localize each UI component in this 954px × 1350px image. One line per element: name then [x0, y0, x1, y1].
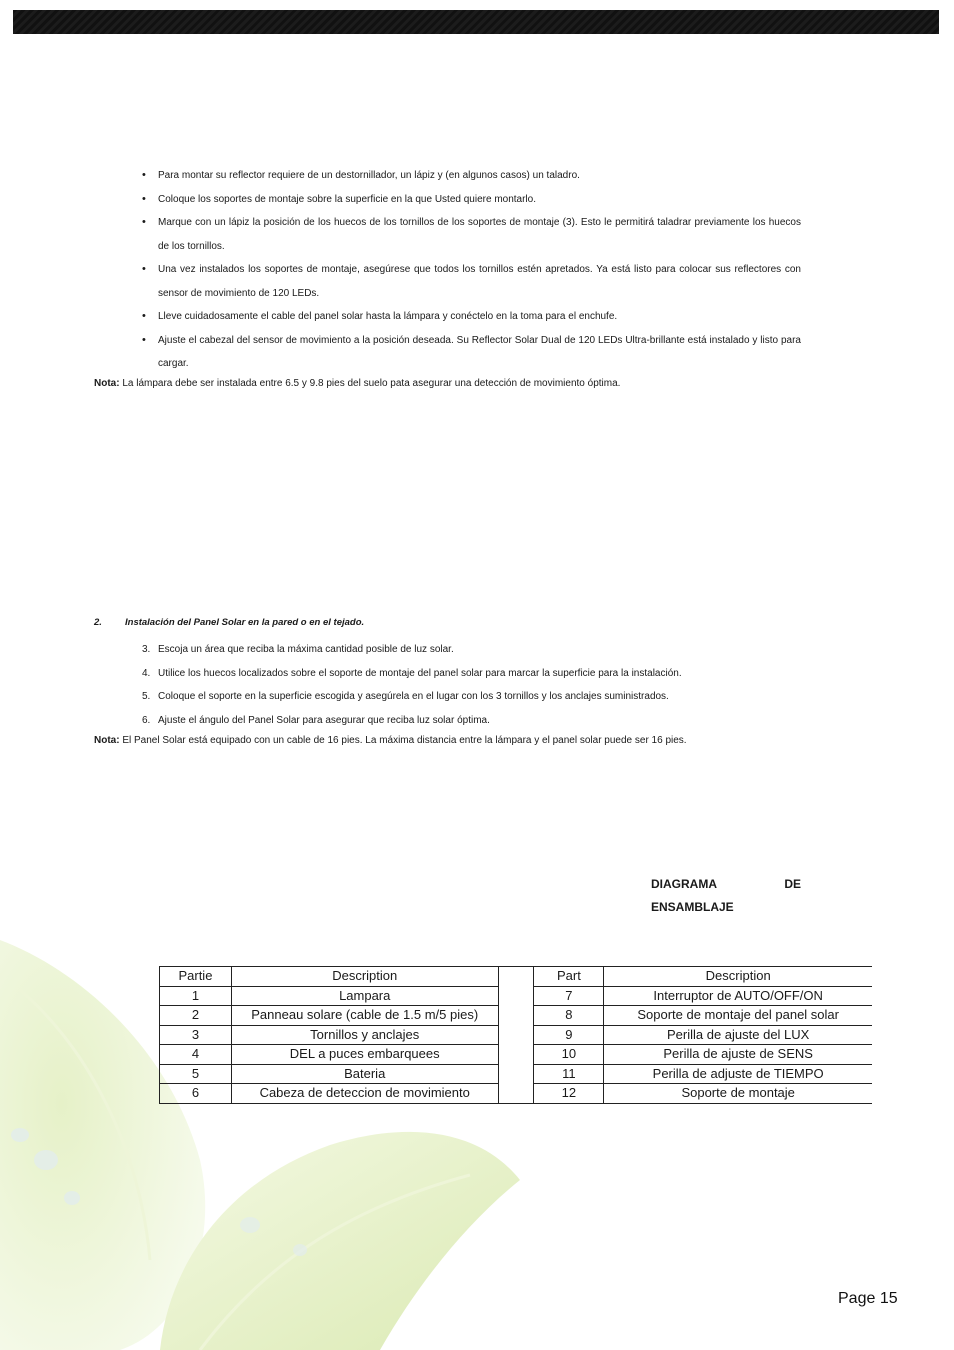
section-number: 2. [94, 617, 102, 628]
section-heading [94, 617, 364, 628]
table-row [160, 1006, 873, 1026]
solar-panel-steps-list [142, 638, 862, 733]
bullet-item: • Una vez instalados los soportes de montaje, asegúrese que todos los tornillos estén apretados. Ya está listo para colocar sus reflectores con sensor de movimiento de 120 LEDs. [140, 258, 801, 305]
table-spacer [498, 1025, 534, 1045]
table-row [160, 1045, 873, 1065]
table-cell: Soporte de montaje del panel solar [604, 1006, 872, 1026]
diagram-title [651, 873, 801, 919]
table-cell: Lampara [231, 986, 498, 1006]
table-cell: 10 [534, 1045, 604, 1065]
table-cell: 1 [160, 986, 232, 1006]
table-cell: Perilla de adjuste de TIEMPO [604, 1064, 872, 1084]
table-header-row [160, 967, 873, 987]
table-cell: 6 [160, 1084, 232, 1104]
table-spacer [498, 986, 534, 1006]
table-spacer [498, 1084, 534, 1104]
table-cell: Perilla de ajuste del LUX [604, 1025, 872, 1045]
lamp-height-note [94, 378, 620, 389]
table-cell: 3 [160, 1025, 232, 1045]
table-cell: 8 [534, 1006, 604, 1026]
note-label: Nota: [94, 378, 120, 389]
note-text: El Panel Solar está equipado con un cable de 16 pies. La máxima distancia entre la lámpara y el panel solar puede ser 16 pies. [119, 735, 687, 746]
table-cell: Cabeza de deteccion de movimiento [231, 1084, 498, 1104]
table-row [160, 986, 873, 1006]
bullet-item: • Lleve cuidadosamente el cable del panel solar hasta la lámpara y conéctelo en la toma para el enchufe. [140, 305, 801, 329]
step-item [142, 662, 862, 686]
diagram-title-word: ENSAMBLAJE [651, 900, 734, 914]
table-cell: 9 [534, 1025, 604, 1045]
diagram-title-word: DE [784, 877, 801, 891]
table-spacer [498, 1006, 534, 1026]
column-header: Partie [160, 967, 232, 987]
step-item [142, 638, 862, 662]
step-text: Ajuste el ángulo del Panel Solar para asegurar que reciba luz solar óptima. [158, 715, 490, 727]
note-text: La lámpara debe ser instalada entre 6.5 y 9.8 pies del suelo pata asegurar una detección de movimiento óptima. [119, 378, 621, 389]
table-cell: 5 [160, 1064, 232, 1084]
bullet-item: • Para montar su reflector requiere de un destornillador, un lápiz y (en algunos casos) un taladro. [140, 164, 801, 188]
mounting-instructions-list [140, 164, 801, 376]
step-text: Coloque el soporte en la superficie escogida y asegúrela en el lugar con los 3 tornillos y los anclajes suministrados. [158, 691, 669, 703]
step-text: Utilice los huecos localizados sobre el soporte de montaje del panel solar para marcar la superficie para la instalación. [158, 667, 682, 679]
table-cell: 4 [160, 1045, 232, 1065]
step-number: 4. [142, 667, 151, 679]
table-row [160, 1025, 873, 1045]
table-spacer [498, 967, 534, 987]
table-cell: Bateria [231, 1064, 498, 1084]
note-label: Nota: [94, 735, 120, 746]
step-item [142, 709, 862, 733]
step-number: 6. [142, 715, 151, 727]
table-spacer [498, 1064, 534, 1084]
table-cell: Interruptor de AUTO/OFF/ON [604, 986, 872, 1006]
table-cell: 7 [534, 986, 604, 1006]
bullet-item: • Ajuste el cabezal del sensor de movimiento a la posición deseada. Su Reflector Solar Dual de 120 LEDs Ultra-brillante está instalado y listo para cargar. [140, 329, 801, 376]
column-header: Description [604, 967, 872, 987]
bullet-item: • Coloque los soportes de montaje sobre la superficie en la que Usted quiere montarlo. [140, 188, 801, 212]
page-number: Page 15 [838, 1290, 898, 1307]
table-cell: Perilla de ajuste de SENS [604, 1045, 872, 1065]
table-cell: Panneau solare (cable de 1.5 m/5 pies) [231, 1006, 498, 1026]
table-cell: Soporte de montaje [604, 1084, 872, 1104]
table-cell: DEL a puces embarquees [231, 1045, 498, 1065]
section-title-text: Instalación del Panel Solar en la pared o en el tejado. [125, 617, 365, 628]
diagram-title-word: DIAGRAMA [651, 877, 717, 891]
table-row [160, 1064, 873, 1084]
table-cell: 12 [534, 1084, 604, 1104]
step-text: Escoja un área que reciba la máxima cantidad posible de luz solar. [158, 644, 454, 655]
column-header: Part [534, 967, 604, 987]
column-header: Description [231, 967, 498, 987]
step-number: 5. [142, 691, 151, 703]
table-cell: 11 [534, 1064, 604, 1084]
table-cell: Tornillos y anclajes [231, 1025, 498, 1045]
cable-length-note [94, 735, 687, 746]
parts-table [159, 966, 872, 1104]
table-spacer [498, 1045, 534, 1065]
table-cell: 2 [160, 1006, 232, 1026]
step-number: 3. [142, 644, 151, 655]
table-row [160, 1084, 873, 1104]
step-item [142, 685, 862, 709]
bullet-item: • Marque con un lápiz la posición de los huecos de los tornillos de los soportes de montaje (3). Esto le permitirá taladrar previamente los huecos de los tornillos. [140, 211, 801, 258]
